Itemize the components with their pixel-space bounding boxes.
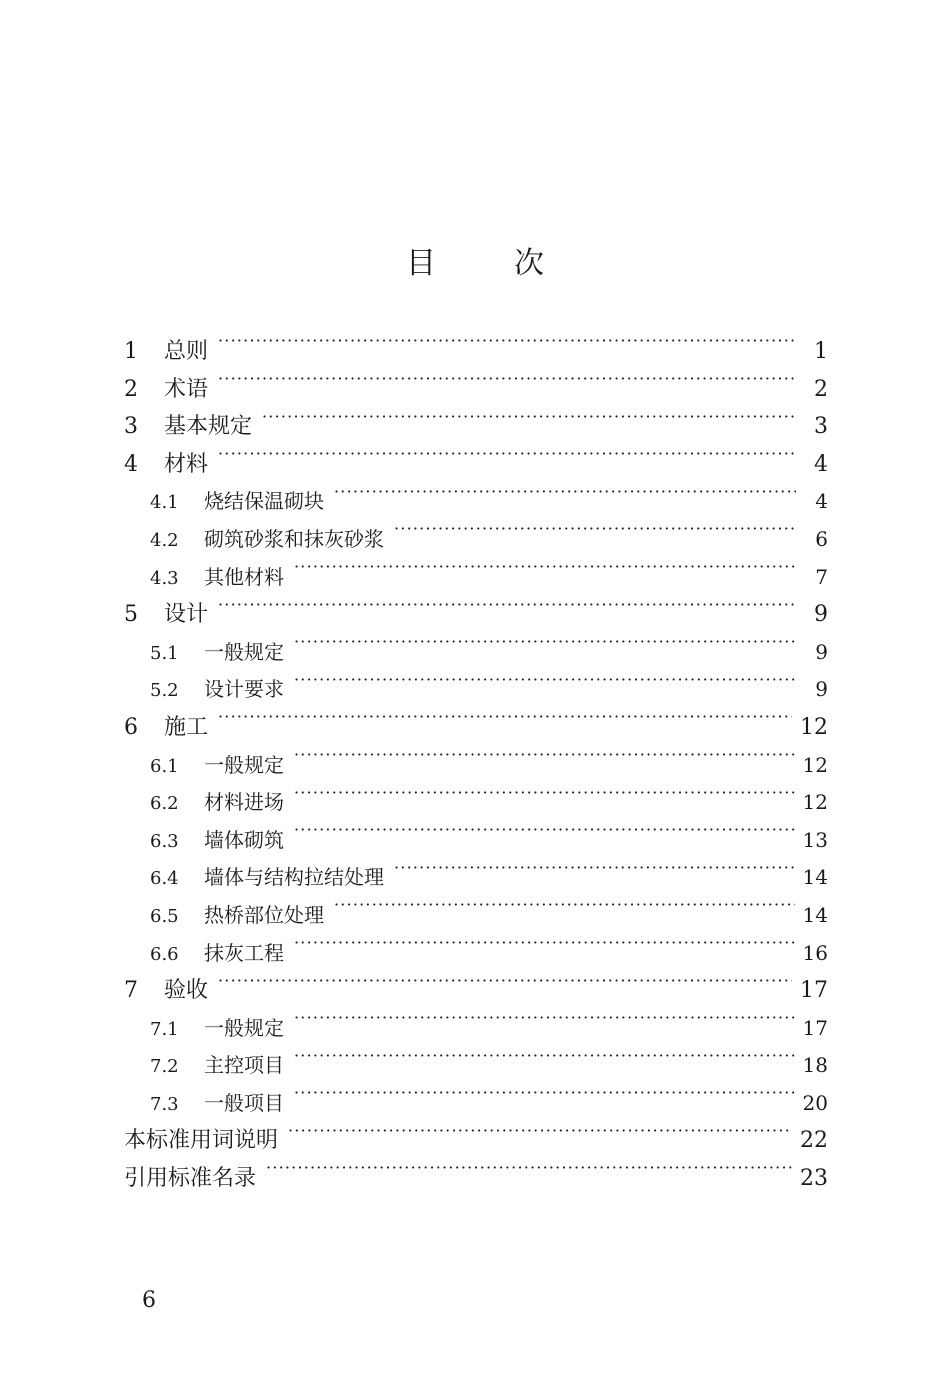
toc-entry[interactable] <box>124 371 828 409</box>
toc-entry-number: 7 <box>124 978 138 1004</box>
toc-entry-page: 6 <box>815 526 828 551</box>
toc-dot-leader <box>218 449 796 471</box>
toc-entry-label: 施工 <box>164 714 209 740</box>
toc-entry-number: 6.3 <box>150 830 179 852</box>
toc-title <box>0 238 950 282</box>
toc-entry-page: 4 <box>815 489 828 514</box>
toc-dot-leader <box>218 712 792 734</box>
toc-entry-number: 6.5 <box>150 905 179 927</box>
toc-entry-label: 材料进场 <box>204 790 284 815</box>
toc-entry[interactable] <box>124 972 828 1010</box>
toc-entry-label: 抹灰工程 <box>204 940 284 965</box>
toc-dot-leader <box>294 940 795 960</box>
toc-entry-page: 9 <box>815 677 828 702</box>
toc-entry-number: 4.1 <box>150 492 179 514</box>
toc-title-char-2: 次 <box>514 246 544 281</box>
toc-dot-leader <box>218 599 796 621</box>
toc-entry[interactable] <box>124 634 828 672</box>
toc-entry-label: 本标准用词说明 <box>124 1128 279 1154</box>
toc-entry-label: 墙体砌筑 <box>204 827 284 852</box>
toc-entry-number: 6.4 <box>150 868 179 890</box>
toc-entry-label: 设计要求 <box>204 677 284 702</box>
toc-dot-leader <box>288 1125 792 1147</box>
toc-entry-number: 6 <box>124 714 138 740</box>
toc-dot-leader <box>262 411 796 433</box>
toc-entry-label: 砌筑砂浆和抹灰砂浆 <box>204 526 384 551</box>
toc-entry-page: 12 <box>802 790 828 815</box>
toc-entry-page: 13 <box>802 827 828 852</box>
toc-entry-page: 9 <box>815 639 828 664</box>
toc-entry-page: 3 <box>814 414 828 440</box>
toc-entry[interactable] <box>124 333 828 371</box>
toc-entry[interactable] <box>124 1047 828 1085</box>
toc-entry-label: 设计 <box>164 602 209 628</box>
toc-entry-label: 烧结保温砌块 <box>204 489 324 514</box>
toc-dot-leader <box>294 789 795 809</box>
toc-entry[interactable] <box>124 897 828 935</box>
toc-dot-leader <box>334 488 796 508</box>
toc-entry-page: 2 <box>814 376 828 402</box>
toc-dot-leader <box>294 1052 795 1072</box>
toc-entry-number: 7.2 <box>150 1056 179 1078</box>
toc-entry-label: 热桥部位处理 <box>204 902 324 927</box>
toc-dot-leader <box>266 1163 792 1185</box>
toc-dot-leader <box>294 827 795 847</box>
toc-entry-label: 墙体与结构拉结处理 <box>204 865 384 890</box>
page-number: 6 <box>142 1288 156 1313</box>
toc-entry-page: 18 <box>802 1053 828 1078</box>
toc-entry-label: 验收 <box>164 978 209 1004</box>
toc-entry-page: 14 <box>802 902 828 927</box>
toc-entry[interactable] <box>124 1122 828 1160</box>
toc-entry-page: 17 <box>802 1015 828 1040</box>
toc-entry-page: 4 <box>814 451 828 477</box>
toc-entry[interactable] <box>124 709 828 747</box>
toc-dot-leader <box>394 526 796 546</box>
toc-entry-page: 14 <box>802 865 828 890</box>
toc-entry-page: 7 <box>815 564 828 589</box>
toc-entry-label: 材料 <box>164 451 209 477</box>
toc-entry[interactable] <box>124 822 828 860</box>
toc-entry-number: 3 <box>124 414 138 440</box>
toc-entry-label: 一般规定 <box>204 1015 284 1040</box>
toc-entry-page: 22 <box>800 1128 828 1154</box>
toc-entry-label: 术语 <box>164 376 209 402</box>
toc-entry[interactable] <box>124 408 828 446</box>
toc-entry[interactable] <box>124 1160 828 1198</box>
toc-entry[interactable] <box>124 1010 828 1048</box>
toc-entry-page: 12 <box>800 714 828 740</box>
toc-entry-number: 6.1 <box>150 755 179 777</box>
toc-entry-label: 一般规定 <box>204 639 284 664</box>
toc-entry-page: 23 <box>800 1166 828 1192</box>
toc-dot-leader <box>294 1015 795 1035</box>
toc-entry-number: 2 <box>124 376 138 402</box>
toc-dot-leader <box>394 864 795 884</box>
toc-entry-label: 主控项目 <box>204 1053 284 1078</box>
toc-entry-number: 6.6 <box>150 943 179 965</box>
toc-entry[interactable] <box>124 596 828 634</box>
toc-entry[interactable] <box>124 671 828 709</box>
toc-dot-leader <box>218 975 792 997</box>
toc-entry-page: 20 <box>802 1090 828 1115</box>
toc-dot-leader <box>294 1090 795 1110</box>
toc-dot-leader <box>294 752 795 772</box>
toc-entry-label: 其他材料 <box>204 564 284 589</box>
toc-list <box>124 333 828 1198</box>
toc-entry-label: 总则 <box>164 339 209 364</box>
toc-dot-leader <box>334 902 795 922</box>
toc-entry[interactable] <box>124 559 828 597</box>
toc-entry-label: 基本规定 <box>164 414 253 440</box>
toc-title-char-1: 目 <box>406 246 436 281</box>
toc-entry[interactable] <box>124 521 828 559</box>
toc-entry[interactable] <box>124 483 828 521</box>
toc-entry-number: 1 <box>124 339 138 364</box>
toc-dot-leader <box>218 336 796 358</box>
toc-entry-number: 7.1 <box>150 1018 179 1040</box>
toc-entry[interactable] <box>124 747 828 785</box>
toc-entry-number: 4.3 <box>150 567 179 589</box>
toc-entry[interactable] <box>124 935 828 973</box>
toc-entry[interactable] <box>124 446 828 484</box>
toc-entry-label: 一般项目 <box>204 1090 284 1115</box>
toc-dot-leader <box>218 374 796 396</box>
toc-dot-leader <box>294 639 796 659</box>
toc-dot-leader <box>294 564 796 584</box>
toc-entry-page: 16 <box>802 940 828 965</box>
toc-entry[interactable] <box>124 1085 828 1123</box>
toc-entry[interactable] <box>124 784 828 822</box>
toc-entry-number: 5 <box>124 602 138 628</box>
toc-entry-number: 6.2 <box>150 793 179 815</box>
toc-entry-number: 5.2 <box>150 680 179 702</box>
toc-entry-number: 4 <box>124 451 138 477</box>
toc-entry-number: 4.2 <box>150 529 179 551</box>
toc-entry-page: 17 <box>800 978 828 1004</box>
toc-entry-number: 7.3 <box>150 1093 179 1115</box>
toc-dot-leader <box>294 676 796 696</box>
toc-entry-number: 5.1 <box>150 642 179 664</box>
toc-entry-page: 9 <box>814 602 828 628</box>
toc-entry-page: 12 <box>802 752 828 777</box>
toc-entry[interactable] <box>124 859 828 897</box>
toc-entry-label: 一般规定 <box>204 752 284 777</box>
toc-entry-label: 引用标准名录 <box>124 1166 257 1192</box>
toc-entry-page: 1 <box>814 339 828 364</box>
